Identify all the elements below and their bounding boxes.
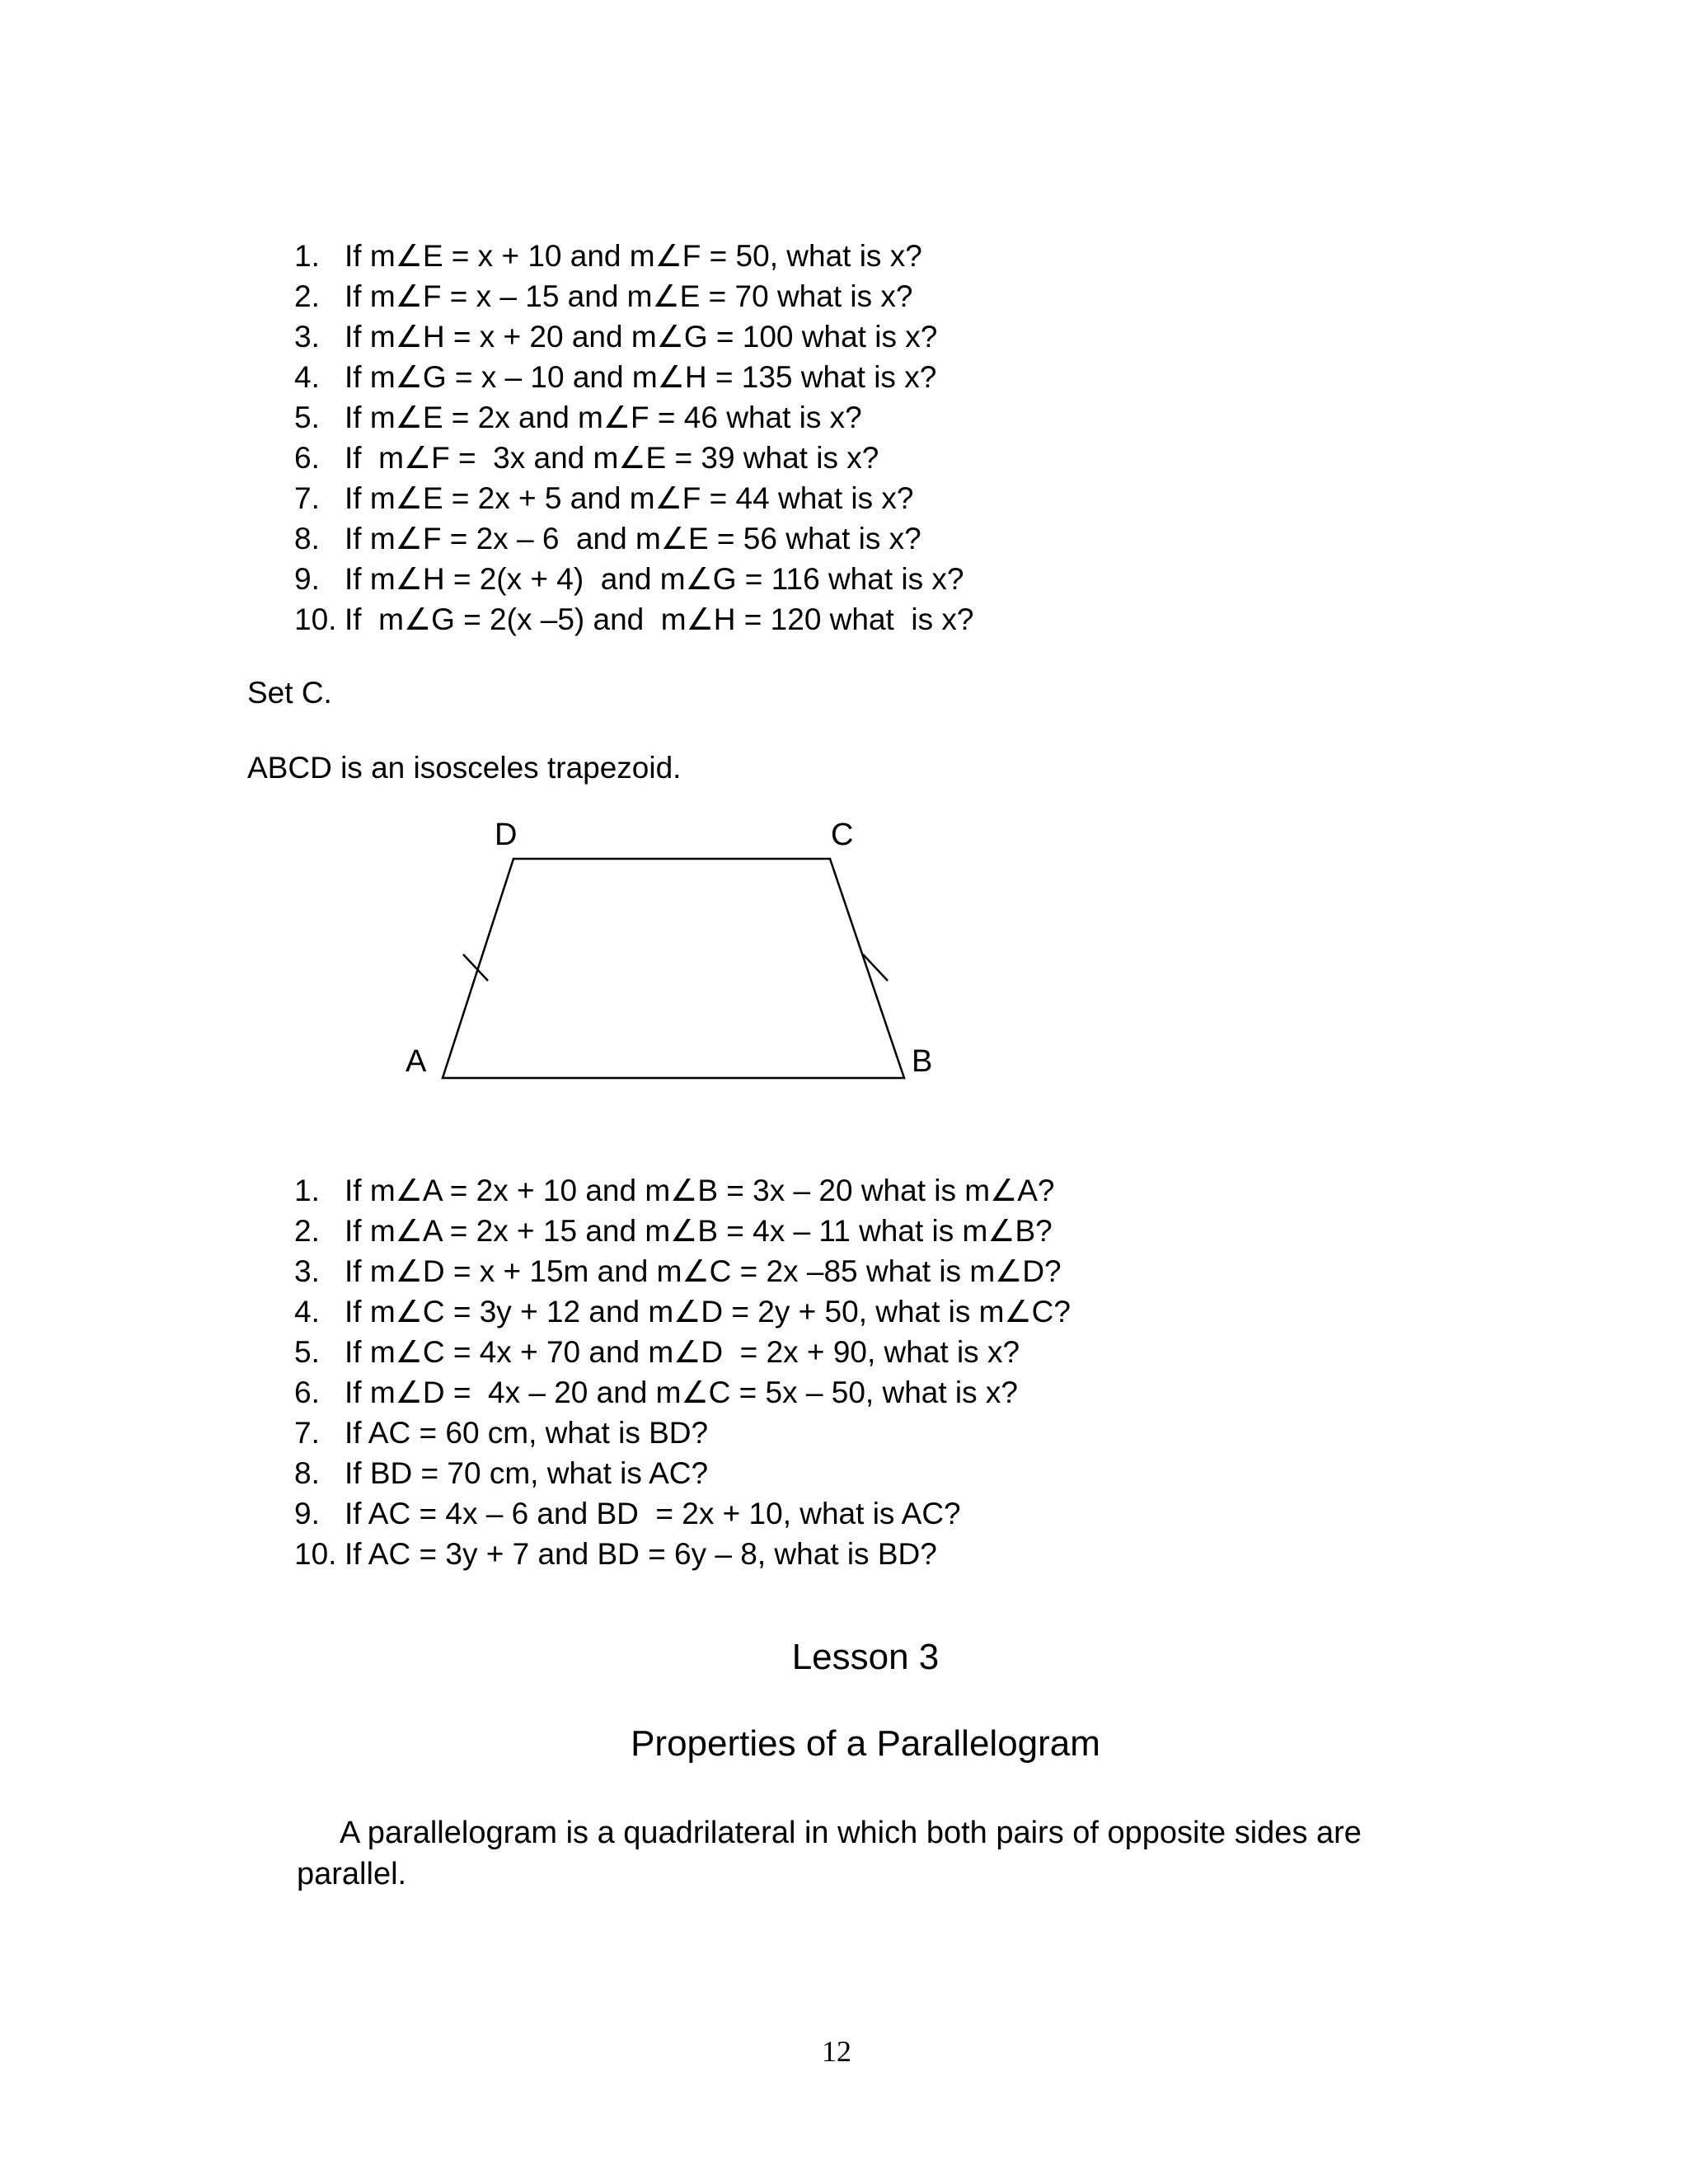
- question-number: 1.: [294, 1174, 320, 1207]
- question-text: If BD = 70 cm, what is AC?: [345, 1456, 709, 1490]
- question-text: If m∠C = 4x + 70 and m∠D = 2x + 90, what is x?: [345, 1335, 1020, 1369]
- question-item: [0, 357, 973, 397]
- question-text: If m∠E = 2x and m∠F = 46 what is x?: [345, 401, 862, 434]
- question-item: [0, 559, 973, 599]
- question-text: If m∠G = 2(x –5) and m∠H = 120 what is x?: [345, 602, 974, 636]
- vertex-label-a: A: [406, 1044, 427, 1079]
- question-item: [0, 1251, 1071, 1291]
- question-item: [0, 438, 973, 478]
- isosceles-trapezoid-figure: [396, 816, 989, 1113]
- question-text: If m∠A = 2x + 15 and m∠B = 4x – 11 what is m∠B?: [345, 1214, 1053, 1248]
- question-item: [0, 1534, 1071, 1574]
- set-c-label: Set C.: [247, 676, 332, 710]
- question-text: If AC = 4x – 6 and BD = 2x + 10, what is AC?: [345, 1497, 961, 1530]
- question-item: [0, 1291, 1071, 1332]
- page-number: 12: [822, 2035, 851, 2068]
- lesson-paragraph: A parallelogram is a quadrilateral in which both pairs of opposite sides are parallel.: [297, 1816, 1362, 1891]
- set-c-question-list: [0, 1170, 1071, 1574]
- question-text: If m∠C = 3y + 12 and m∠D = 2y + 50, what is m∠C?: [345, 1295, 1071, 1329]
- question-number: 7.: [294, 1416, 320, 1450]
- question-item: [0, 1413, 1071, 1453]
- lesson-number: Lesson 3: [791, 1637, 940, 1677]
- question-item: [0, 316, 973, 357]
- question-text: If m∠F = 3x and m∠E = 39 what is x?: [345, 441, 879, 475]
- trapezoid-outline: [443, 859, 904, 1078]
- question-text: If m∠F = 2x – 6 and m∠E = 56 what is x?: [345, 522, 921, 555]
- question-item: [0, 518, 973, 559]
- question-number: 2.: [294, 1214, 320, 1248]
- question-number: 6.: [294, 441, 320, 475]
- question-item: [0, 276, 973, 316]
- question-number: 10.: [294, 602, 337, 636]
- question-number: 3.: [294, 1254, 320, 1288]
- question-item: [0, 236, 973, 276]
- question-text: If AC = 60 cm, what is BD?: [345, 1416, 709, 1450]
- question-number: 6.: [294, 1376, 320, 1409]
- question-number: 5.: [294, 1335, 320, 1369]
- set-b-question-list: [0, 236, 973, 640]
- question-item: [0, 397, 973, 438]
- lesson-title: Properties of a Parallelogram: [631, 1723, 1100, 1764]
- question-number: 9.: [294, 562, 320, 596]
- question-text: If m∠A = 2x + 10 and m∠B = 3x – 20 what is m∠A?: [345, 1174, 1055, 1207]
- question-text: If m∠G = x – 10 and m∠H = 135 what is x?: [345, 360, 937, 394]
- question-text: If m∠H = x + 20 and m∠G = 100 what is x?: [345, 320, 938, 354]
- question-number: 7.: [294, 481, 320, 515]
- question-number: 2.: [294, 279, 320, 313]
- question-number: 1.: [294, 239, 320, 273]
- question-text: If m∠D = 4x – 20 and m∠C = 5x – 50, what is x?: [345, 1376, 1018, 1409]
- question-item: [0, 1493, 1071, 1534]
- question-text: If AC = 3y + 7 and BD = 6y – 8, what is BD?: [345, 1537, 937, 1571]
- question-number: 10.: [294, 1537, 337, 1571]
- question-number: 5.: [294, 401, 320, 434]
- question-text: If m∠E = 2x + 5 and m∠F = 44 what is x?: [345, 481, 914, 515]
- question-item: [0, 478, 973, 518]
- question-text: If m∠F = x – 15 and m∠E = 70 what is x?: [345, 279, 913, 313]
- vertex-label-c: C: [831, 818, 854, 852]
- question-item: [0, 1453, 1071, 1493]
- question-item: [0, 599, 973, 640]
- question-item: [0, 1211, 1071, 1251]
- question-text: If m∠D = x + 15m and m∠C = 2x –85 what is m∠D?: [345, 1254, 1062, 1288]
- vertex-label-b: B: [912, 1044, 933, 1079]
- set-c-intro: ABCD is an isosceles trapezoid.: [247, 751, 682, 785]
- question-text: If m∠H = 2(x + 4) and m∠G = 116 what is x?: [345, 562, 964, 596]
- question-number: 4.: [294, 1295, 320, 1329]
- question-number: 3.: [294, 320, 320, 354]
- question-number: 9.: [294, 1497, 320, 1530]
- question-number: 8.: [294, 1456, 320, 1490]
- question-number: 4.: [294, 360, 320, 394]
- question-item: [0, 1332, 1071, 1372]
- vertex-label-d: D: [495, 818, 518, 852]
- question-number: 8.: [294, 522, 320, 555]
- question-item: [0, 1170, 1071, 1211]
- question-text: If m∠E = x + 10 and m∠F = 50, what is x?: [345, 239, 922, 273]
- question-item: [0, 1372, 1071, 1413]
